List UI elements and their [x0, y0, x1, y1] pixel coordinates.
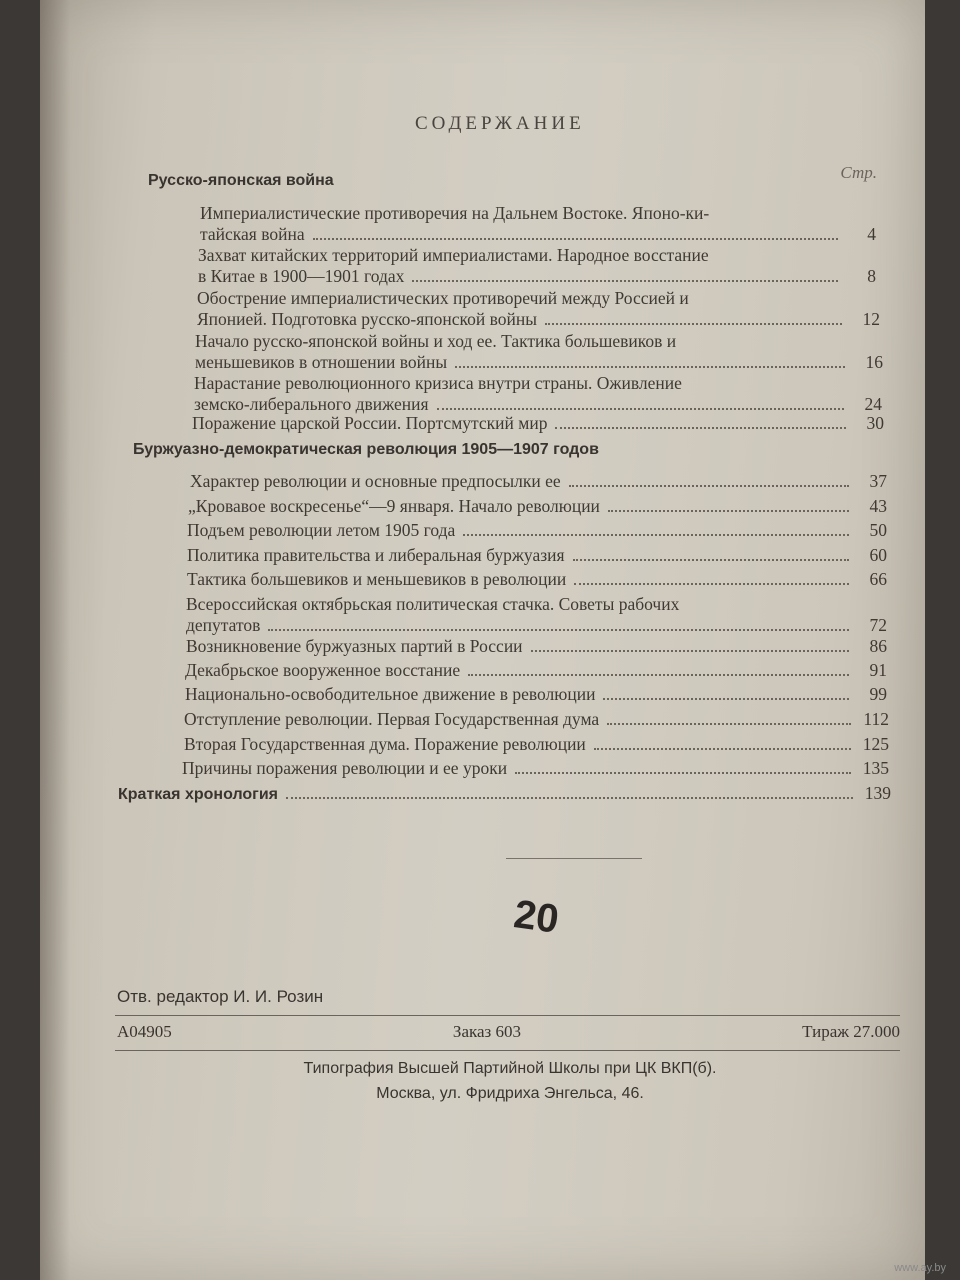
toc-entry-line: Характер революции и основные предпосылки ее: [190, 471, 561, 491]
toc-entry: [187, 520, 887, 541]
toc-entry-line: Национально-освободительное движение в революции: [185, 684, 596, 704]
leader-dots: [455, 366, 845, 368]
leader-dots: [468, 674, 849, 676]
toc-entry: [197, 288, 880, 330]
leader-dots: [608, 510, 849, 512]
page-number: 8: [867, 266, 876, 286]
leader-dots: [268, 629, 849, 631]
toc-entry: [185, 660, 887, 681]
leader-dots: [574, 583, 849, 585]
imprint-row: [117, 1022, 900, 1042]
toc-entry-line: тайская война: [200, 224, 305, 244]
watermark: www.ay.by: [894, 1262, 946, 1274]
toc-entry-line: Тактика большевиков и меньшевиков в революции: [187, 569, 567, 589]
page-number: 72: [869, 615, 887, 635]
toc-entry-line: в Китае в 1900—1901 годах: [198, 266, 405, 286]
page-number: 50: [869, 520, 887, 540]
leader-dots: [573, 559, 849, 561]
toc-entry-line: Декабрьское вооруженное восстание: [185, 660, 461, 680]
leader-dots: [607, 723, 851, 725]
toc-entry: [198, 245, 876, 287]
page-number: 139: [864, 783, 891, 803]
page-number: 99: [869, 684, 887, 704]
toc-entry-line: Начало русско-японской войны и ход ее. Тактика большевиков и: [195, 331, 677, 351]
toc-entry-line: Обострение империалистических противоречий между Россией и: [197, 288, 689, 308]
leader-dots: [515, 772, 851, 774]
page-number: 135: [862, 758, 889, 778]
toc-entry-line: „Кровавое воскресенье“—9 января. Начало революции: [188, 496, 600, 516]
divider-rule: [506, 858, 642, 859]
page-number: 24: [864, 394, 882, 414]
divider-line: [115, 1050, 900, 1051]
leader-dots: [286, 797, 853, 799]
page-number: 125: [862, 734, 889, 754]
page-number: 37: [869, 471, 887, 491]
toc-entry-line: Империалистические противоречия на Дальнем Востоке. Японо-ки-: [200, 203, 710, 223]
divider-line: [115, 1015, 900, 1016]
page-number: 112: [863, 709, 889, 729]
imprint-code: А04905: [117, 1022, 172, 1041]
toc-entry: [195, 331, 883, 373]
page-number: 16: [865, 352, 883, 372]
printer-line-2: Москва, ул. Фридриха Энгельса, 46.: [376, 1085, 644, 1102]
leader-dots: [437, 408, 844, 410]
toc-entry: [187, 569, 887, 590]
toc-entry-line: депутатов: [186, 615, 261, 635]
printer-info: [220, 1056, 800, 1106]
toc-title: СОДЕРЖАНИЕ: [415, 113, 585, 134]
toc-entry: [192, 413, 884, 434]
toc-entry-line: Причины поражения революции и ее уроки: [182, 758, 508, 778]
toc-entry-line: Поражение царской России. Портсмутский мир: [192, 413, 548, 433]
toc-entry-line: меньшевиков в отношении войны: [195, 352, 448, 372]
printer-line-1: Типография Высшей Партийной Школы при ЦК ВКП(б).: [303, 1060, 717, 1077]
section-title-russo-japanese-war: Русско-японская война: [148, 172, 334, 189]
page-number: 86: [869, 636, 887, 656]
toc-entry: [188, 496, 887, 517]
editor-credit: Отв. редактор И. И. Розин: [117, 987, 324, 1006]
toc-entry: [185, 684, 887, 705]
toc-entry: [186, 594, 887, 636]
imprint-run: Тираж 27.000: [802, 1022, 900, 1041]
imprint-order: Заказ 603: [452, 1022, 521, 1041]
toc-entry-line: Захват китайских территорий империалистами. Народное восстание: [198, 245, 709, 265]
toc-entry: [200, 203, 876, 245]
book-page: [40, 0, 925, 1280]
toc-entry-line: Возникновение буржуазных партий в России: [186, 636, 523, 656]
handwritten-stamp-number: 20: [511, 892, 562, 942]
page-number: 43: [869, 496, 887, 516]
leader-dots: [603, 698, 849, 700]
section-title-revolution: Буржуазно-демократическая революция 1905—1907 годов: [133, 441, 599, 458]
toc-entry-line: Отступление революции. Первая Государственная дума: [184, 709, 600, 729]
leader-dots: [594, 748, 851, 750]
page-number: 91: [869, 660, 887, 680]
page-number: 66: [869, 569, 887, 589]
toc-entry: [194, 373, 882, 415]
toc-entry: [184, 709, 889, 730]
toc-entry-chronology: [118, 783, 891, 805]
leader-dots: [555, 427, 846, 429]
leader-dots: [569, 485, 849, 487]
toc-entry-line: земско-либерального движения: [194, 394, 429, 414]
page-number: 30: [866, 413, 884, 433]
section-title-chronology: Краткая хронология: [118, 786, 279, 803]
toc-entry-line: Всероссийская октябрьская политическая стачка. Советы рабочих: [186, 594, 680, 614]
leader-dots: [313, 238, 838, 240]
page-fold-shadow: [40, 0, 70, 1280]
toc-entry-line: Японией. Подготовка русско-японской войны: [197, 309, 538, 329]
toc-entry: [186, 636, 887, 657]
toc-entry: [182, 758, 889, 779]
toc-entry-line: Нарастание революционного кризиса внутри страны. Оживление: [194, 373, 682, 393]
toc-entry-line: Подъем революции летом 1905 года: [187, 520, 456, 540]
toc-entry-line: Политика правительства и либеральная буржуазия: [187, 545, 565, 565]
leader-dots: [545, 323, 842, 325]
toc-entry: [190, 471, 887, 492]
page-number: 12: [862, 309, 880, 329]
page-column-header: Стр.: [840, 163, 877, 182]
toc-entry-line: Вторая Государственная дума. Поражение революции: [184, 734, 586, 754]
page-number: 4: [867, 224, 876, 244]
leader-dots: [531, 650, 849, 652]
leader-dots: [463, 534, 849, 536]
leader-dots: [412, 280, 838, 282]
toc-entry: [187, 545, 887, 566]
toc-entry: [184, 734, 889, 755]
page-number: 60: [869, 545, 887, 565]
